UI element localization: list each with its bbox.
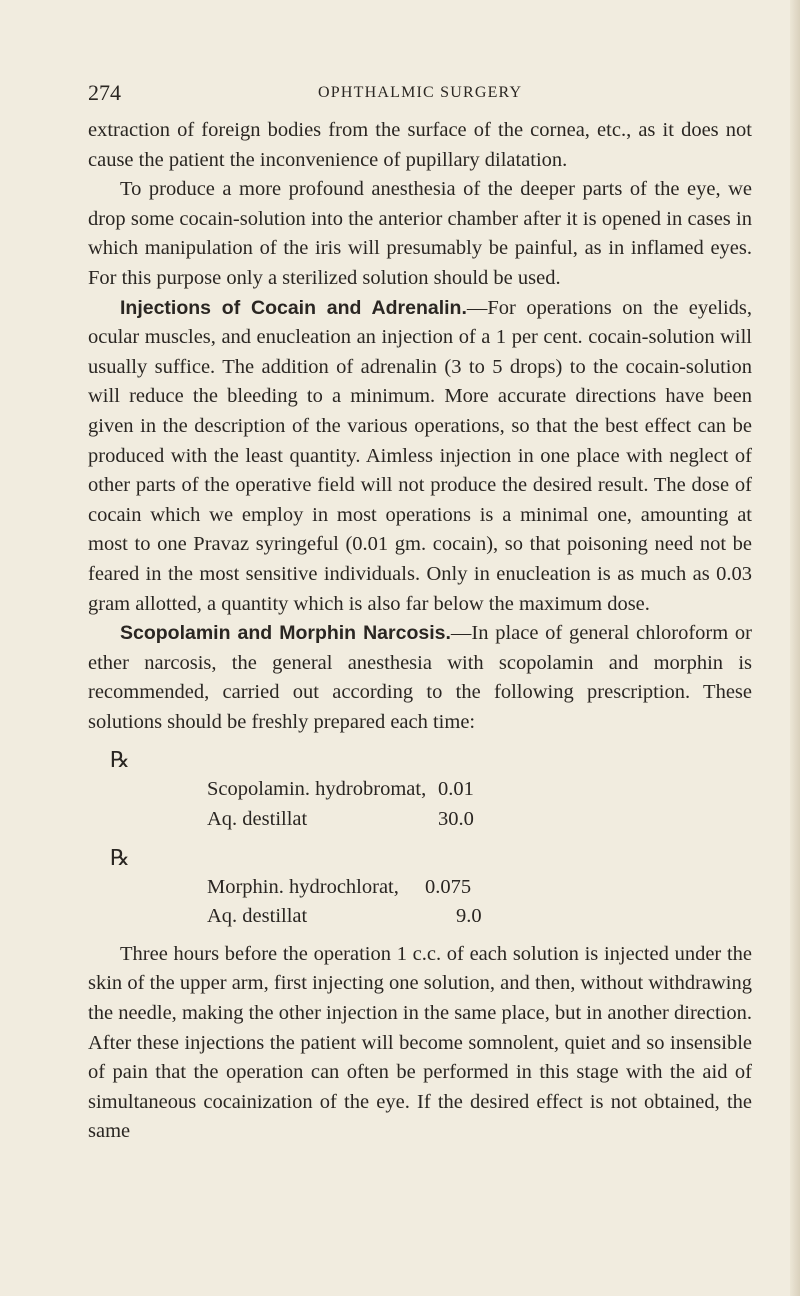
section-scopolamin xyxy=(88,619,752,737)
section-heading: Injections of Cocain and Adrenalin. xyxy=(120,296,467,319)
page-body xyxy=(88,116,752,1147)
paragraph: extraction of foreign bodies from the surface of the cornea, etc., as it does not cause the patient the inconvenience of pupillary dilatation. xyxy=(88,119,752,171)
ingredient-amount: 0.01 xyxy=(438,778,474,801)
section-text: —For operations on the eyelids, ocular muscles, and enucleation an injection of a 1 per cent. cocain-solution will usually suffice. The addition of adrenalin (3 to 5 drops) to the cocain-solution will reduce the bleeding to a minimum. More accurate directions have been given in the description of the various operations, so that the best effect can be produced with the least quantity. Aimless injection in one place with neglect of other parts of the operative field will not produce the desired result. The dose of cocain which we employ in most operations is a minimal one, amounting at most to one Pravaz syringeful (0.01 gm. cocain), so that poisoning need not be feared in the most sensitive individuals. Only in enucleation is as much as 0.03 gram allotted, a quantity which is also far below the maximum dose. xyxy=(88,296,752,615)
recipe-symbol: ℞ xyxy=(110,747,130,773)
section-heading: Scopolamin and Morphin Narcosis. xyxy=(120,622,451,645)
running-head: OPHTHALMIC SURGERY xyxy=(318,84,523,101)
ingredient-name: Scopolamin. hydrobromat, xyxy=(207,778,427,801)
recipe-symbol: ℞ xyxy=(110,844,130,870)
ingredient-name: Morphin. hydrochlorat, xyxy=(207,875,399,898)
ingredient-name: Aq. destillat xyxy=(207,808,308,831)
ingredient-amount: 9.0 xyxy=(456,905,482,928)
page-edge xyxy=(790,0,800,1296)
prescription-1 xyxy=(88,745,752,834)
paragraph: To produce a more profound anesthesia of the deeper parts of the eye, we drop some cocain-solution into the anterior chamber after it is opened in cases in which manipulation of the iris will presumably be painful, as in inflamed eyes. For this purpose only a sterilized solution should be used. xyxy=(88,178,752,289)
section-injections xyxy=(88,294,752,620)
section-text: —In place of general chloroform or ether narcosis, the general anesthesia with scopolamin and morphin is recommended, carried out according to the following prescription. These solutions should be freshly prepared each time: xyxy=(88,622,752,733)
ingredient-amount: 30.0 xyxy=(438,808,474,831)
prescription-line xyxy=(88,805,752,835)
prescription-line xyxy=(88,775,752,805)
paragraph: Three hours before the operation 1 c.c. of each solution is injected under the skin of the upper arm, first injecting one solution, and then, without withdrawing the needle, making the other injection in the same place, but in another direction. After these injections the patient will become somnolent, quiet and so insensible of pain that the operation can often be performed in this stage with the aid of simultaneous cocainization of the eye. If the desired effect is not obtained, the same xyxy=(88,942,752,1143)
ingredient-name: Aq. destillat xyxy=(207,905,308,928)
page-header xyxy=(88,80,740,110)
page-number: 274 xyxy=(88,80,121,105)
prescription-line xyxy=(88,873,752,903)
ingredient-amount: 0.075 xyxy=(425,875,472,898)
prescription-line xyxy=(88,902,752,932)
prescription-2 xyxy=(88,843,752,932)
